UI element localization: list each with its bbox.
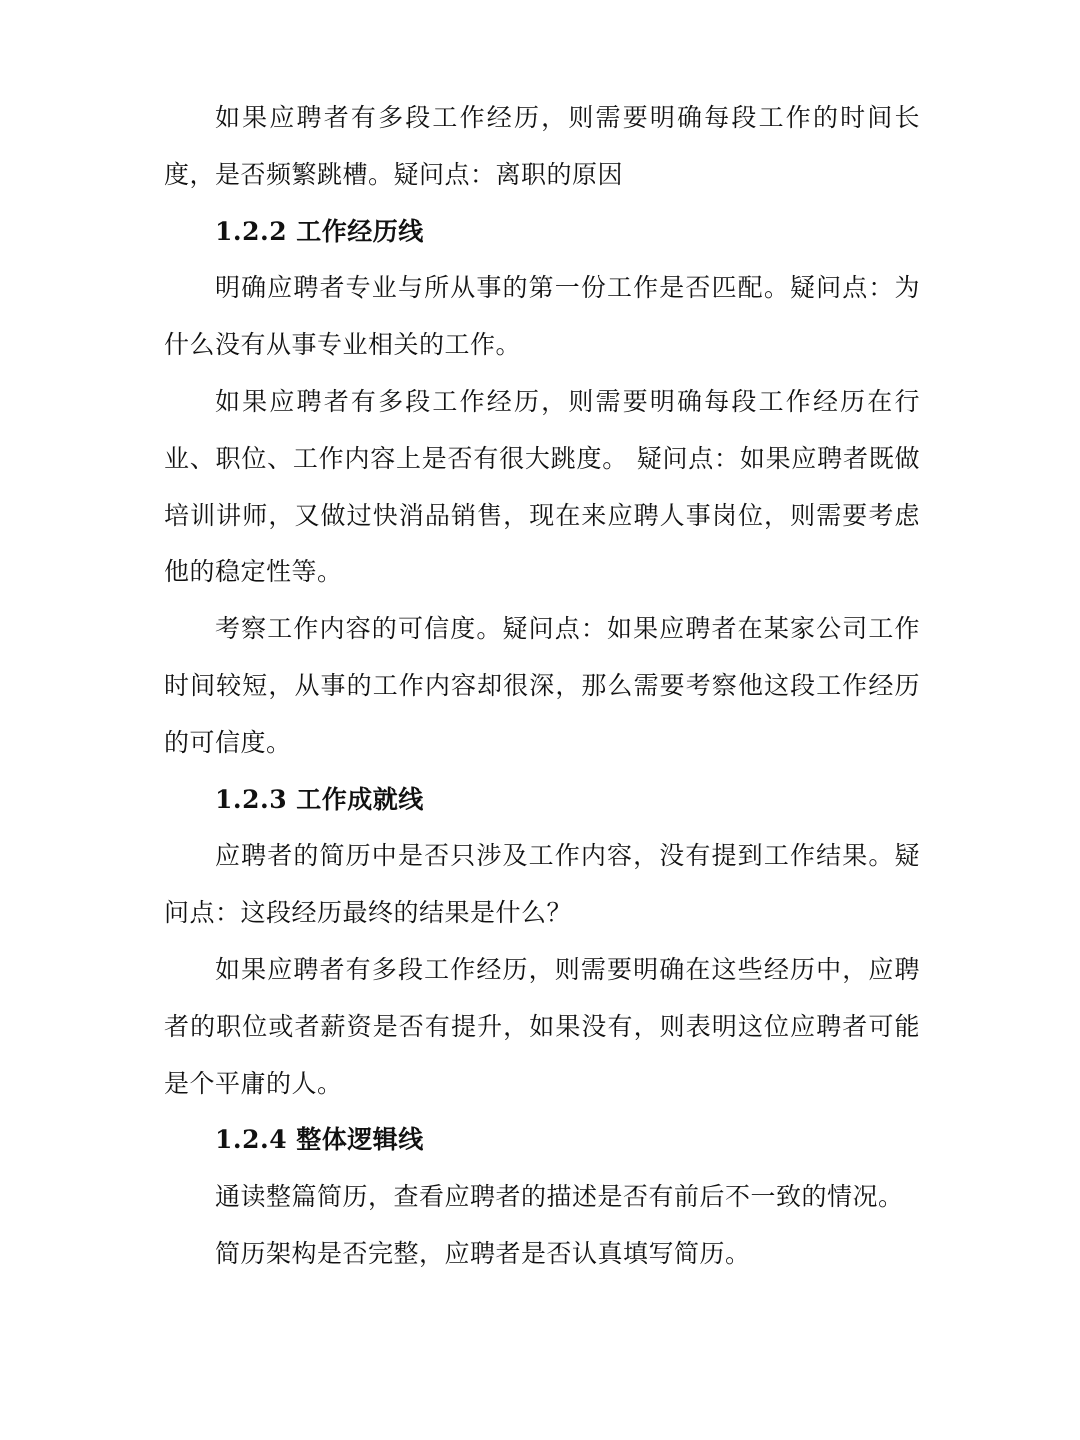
paragraph-job-duration: 如果应聘者有多段工作经历，则需要明确每段工作的时间长度，是否频繁跳槽。疑问点：离职的原因 [164, 103, 920, 189]
section-heading-achievements: 1.2.3 工作成就线 [215, 784, 424, 814]
section-heading-work-history: 1.2.2 工作经历线 [215, 216, 424, 246]
paragraph-career-jumps: 如果应聘者有多段工作经历，则需要明确每段工作经历在行业、职位、工作内容上是否有很大跳度。 疑问点：如果应聘者既做培训讲师，又做过快消品销售，现在来应聘人事岗位，则需要考虑他的稳定性等。 [164, 386, 920, 587]
paragraph-completeness: 简历架构是否完整，应聘者是否认真填写简历。 [215, 1238, 751, 1268]
paragraph-promotion: 如果应聘者有多段工作经历，则需要明确在这些经历中，应聘者的职位或者薪资是否有提升，如果没有，则表明这位应聘者可能是个平庸的人。 [164, 954, 920, 1098]
document-body [164, 90, 920, 1283]
paragraph-work-results: 应聘者的简历中是否只涉及工作内容，没有提到工作结果。疑问点：这段经历最终的结果是什么？ [164, 841, 920, 928]
section-heading-overall-logic: 1.2.4 整体逻辑线 [215, 1125, 424, 1155]
paragraph-credibility: 考察工作内容的可信度。疑问点：如果应聘者在某家公司工作时间较短，从事的工作内容却很深，那么需要考察他这段工作经历的可信度。 [164, 614, 920, 757]
paragraph-major-match: 明确应聘者专业与所从事的第一份工作是否匹配。疑问点：为什么没有从事专业相关的工作。 [164, 273, 920, 360]
paragraph-consistency: 通读整篇简历，查看应聘者的描述是否有前后不一致的情况。 [215, 1182, 904, 1212]
